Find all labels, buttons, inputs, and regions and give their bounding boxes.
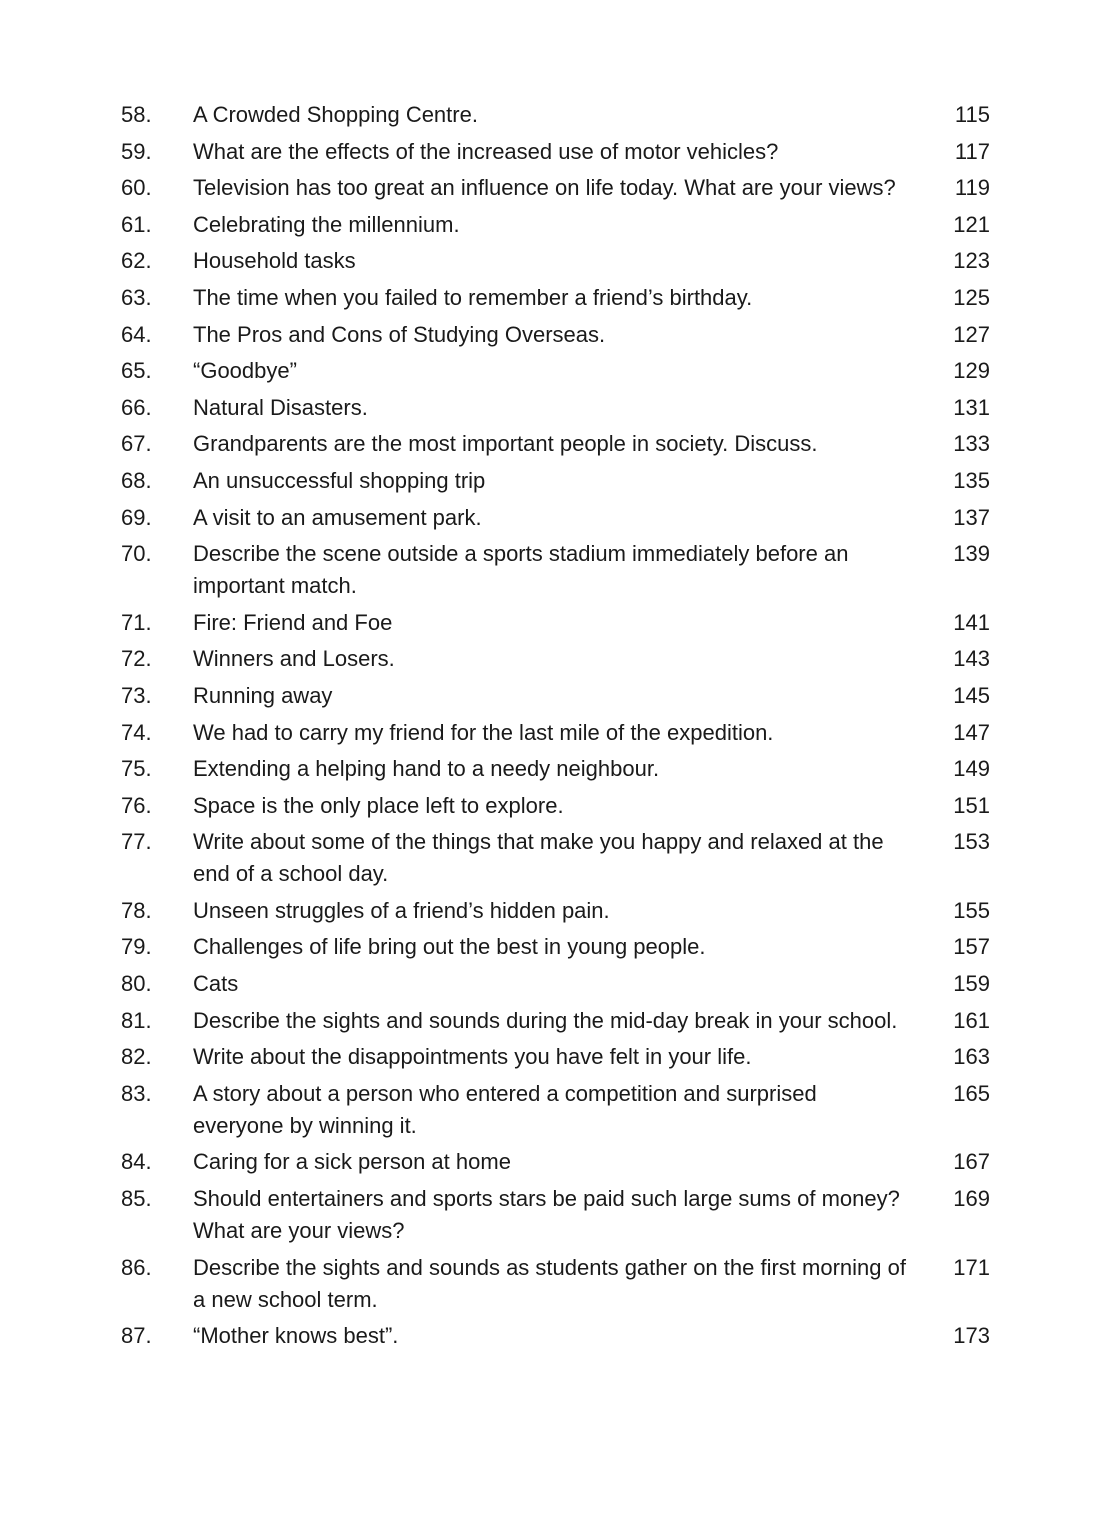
entry-page-number: 119 (954, 175, 990, 201)
entry-page-number: 157 (953, 934, 990, 960)
entry-title: Challenges of life bring out the best in young people. (193, 934, 706, 960)
entry-page-number: 171 (953, 1254, 990, 1280)
toc-entry (0, 134, 1116, 171)
entry-title: Running away (193, 682, 333, 708)
entry-title: Natural Disasters. (193, 394, 368, 420)
entry-number: 64. (121, 321, 152, 347)
entry-number: 83. (121, 1080, 152, 1106)
toc-entry (0, 1039, 1116, 1076)
toc-entry (0, 500, 1116, 537)
entry-page-number: 145 (953, 682, 990, 708)
entry-page-number: 133 (953, 431, 990, 457)
toc-entry (0, 353, 1116, 390)
toc-entry (0, 207, 1116, 244)
entry-number: 68. (121, 467, 152, 493)
entry-page-number: 139 (953, 541, 990, 567)
entry-title: Should entertainers and sports stars be paid such large sums of money? What are your views? (193, 1186, 900, 1244)
entry-title: A Crowded Shopping Centre. (193, 102, 478, 127)
entry-title: Winners and Losers. (193, 646, 395, 672)
entry-number: 69. (121, 504, 152, 530)
toc-entry (0, 243, 1116, 280)
entry-title: A visit to an amusement park. (193, 504, 482, 530)
entry-number: 63. (121, 284, 152, 310)
entry-title: Extending a helping hand to a needy neighbour. (193, 756, 660, 782)
entry-title: Describe the scene outside a sports stadium immediately before an important match. (193, 541, 849, 599)
entry-number: 79. (121, 934, 152, 960)
toc-entry (0, 1318, 1116, 1355)
toc-entry (0, 1076, 1116, 1145)
toc-entry (0, 317, 1116, 354)
entry-number: 81. (121, 1007, 152, 1033)
entry-page-number: 125 (953, 284, 990, 310)
entry-number: 85. (121, 1186, 152, 1212)
entry-page-number: 141 (953, 609, 990, 635)
toc-entry (0, 678, 1116, 715)
entry-number: 62. (121, 248, 152, 274)
entry-page-number: 123 (953, 248, 990, 274)
entry-number: 82. (121, 1044, 152, 1070)
toc-entry (0, 788, 1116, 825)
toc-entry (0, 170, 1116, 207)
toc-entry (0, 1250, 1116, 1319)
entry-page-number: 161 (953, 1007, 990, 1033)
entry-page-number: 155 (953, 897, 990, 923)
entry-page-number: 135 (953, 467, 990, 493)
entry-number: 60. (121, 175, 152, 201)
entry-page-number: 129 (953, 358, 990, 384)
entry-number: 59. (121, 138, 152, 164)
toc-entry (0, 715, 1116, 752)
entry-number: 84. (121, 1149, 152, 1175)
entry-number: 70. (121, 541, 152, 567)
entry-number: 78. (121, 897, 152, 923)
toc-entry (0, 929, 1116, 966)
entry-page-number: 117 (954, 138, 990, 164)
toc-entry (0, 893, 1116, 930)
toc-entry (0, 1181, 1116, 1250)
entry-title: Cats (193, 971, 239, 997)
entry-title: Grandparents are the most important people in society. Discuss. (193, 431, 818, 457)
entry-number: 72. (121, 646, 152, 672)
table-of-contents (0, 97, 1116, 1355)
entry-page-number: 163 (953, 1044, 990, 1070)
toc-entry (0, 1003, 1116, 1040)
entry-number: 73. (121, 682, 152, 708)
entry-page-number: 159 (953, 971, 990, 997)
entry-title: “Goodbye” (193, 358, 297, 384)
entry-number: 65. (121, 358, 152, 384)
entry-number: 71. (121, 609, 152, 635)
entry-page-number: 121 (953, 211, 990, 237)
entry-number: 87. (121, 1323, 152, 1349)
toc-entry (0, 280, 1116, 317)
toc-entry (0, 605, 1116, 642)
entry-page-number: 137 (953, 504, 990, 530)
entry-page-number: 147 (953, 719, 990, 745)
entry-title: Space is the only place left to explore. (193, 792, 564, 818)
entry-title: Unseen struggles of a friend’s hidden pain. (193, 897, 610, 923)
toc-entry (0, 463, 1116, 500)
toc-entry (0, 390, 1116, 427)
entry-title: Celebrating the millennium. (193, 211, 460, 237)
toc-entry (0, 966, 1116, 1003)
toc-entry (0, 97, 1116, 134)
toc-entry (0, 1144, 1116, 1181)
entry-number: 67. (121, 431, 152, 457)
entry-title: Caring for a sick person at home (193, 1149, 511, 1175)
entry-page-number: 173 (953, 1323, 990, 1349)
entry-number: 86. (121, 1254, 152, 1280)
entry-number: 77. (121, 829, 152, 855)
entry-title: Describe the sights and sounds during the mid-day break in your school. (193, 1007, 898, 1033)
toc-entry (0, 824, 1116, 893)
entry-title: Household tasks (193, 248, 356, 274)
entry-page-number: 153 (953, 829, 990, 855)
entry-page-number: 131 (953, 394, 990, 420)
entry-title: Television has too great an influence on life today. What are your views? (193, 175, 896, 201)
entry-page-number: 149 (953, 756, 990, 782)
entry-page-number: 115 (954, 102, 990, 127)
entry-page-number: 151 (953, 792, 990, 818)
entry-page-number: 169 (953, 1186, 990, 1212)
entry-title: What are the effects of the increased use of motor vehicles? (193, 138, 779, 164)
entry-page-number: 165 (953, 1080, 990, 1106)
entry-page-number: 143 (953, 646, 990, 672)
entry-title: We had to carry my friend for the last mile of the expedition. (193, 719, 774, 745)
toc-entry (0, 641, 1116, 678)
entry-page-number: 167 (953, 1149, 990, 1175)
entry-number: 61. (121, 211, 152, 237)
entry-number: 66. (121, 394, 152, 420)
entry-page-number: 127 (953, 321, 990, 347)
entry-title: A story about a person who entered a competition and surprised everyone by winning it. (193, 1080, 817, 1138)
entry-title: “Mother knows best”. (193, 1323, 399, 1349)
entry-number: 58. (121, 102, 152, 127)
entry-title: Write about some of the things that make you happy and relaxed at the end of a school day. (193, 829, 884, 887)
entry-number: 75. (121, 756, 152, 782)
toc-entry (0, 751, 1116, 788)
entry-number: 74. (121, 719, 152, 745)
toc-entry (0, 536, 1116, 605)
entry-title: Describe the sights and sounds as students gather on the first morning of a new school term. (193, 1254, 906, 1312)
toc-entry (0, 426, 1116, 463)
entry-number: 80. (121, 971, 152, 997)
entry-title: The time when you failed to remember a friend’s birthday. (193, 284, 753, 310)
entry-number: 76. (121, 792, 152, 818)
entry-title: An unsuccessful shopping trip (193, 467, 486, 493)
entry-title: Write about the disappointments you have felt in your life. (193, 1044, 752, 1070)
entry-title: Fire: Friend and Foe (193, 609, 393, 635)
entry-title: The Pros and Cons of Studying Overseas. (193, 321, 606, 347)
